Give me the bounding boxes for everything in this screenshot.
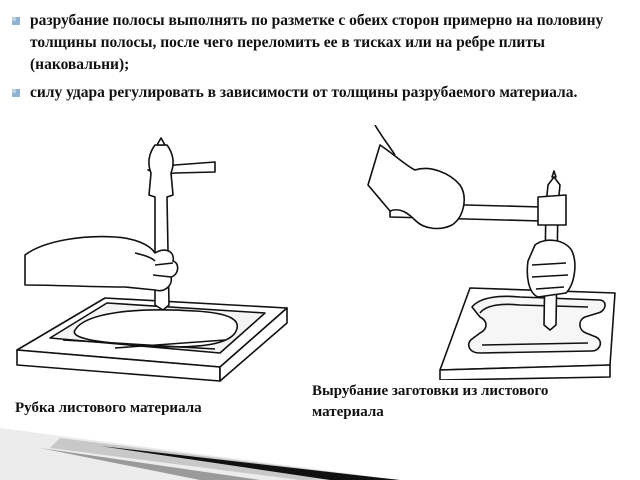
bullet-marker-icon <box>12 17 20 25</box>
bullet-list <box>10 10 610 110</box>
bullet-item <box>10 10 610 76</box>
bullet-text: разрубание полосы выполнять по разметке с обеих сторон примерно на половину толщины полосы, после чего переломить ее в тисках или на ребре плиты (наковальни); <box>30 12 604 73</box>
caption-right: Вырубание заготовки из листового материала <box>312 383 549 420</box>
caption-left: Рубка листового материала <box>15 400 202 416</box>
bullet-text: силу удара регулировать в зависимости от толщины разрубаемого материала. <box>30 84 578 101</box>
decorative-stripes <box>0 418 400 480</box>
bullet-item <box>10 82 610 104</box>
bullet-marker-icon <box>12 89 20 97</box>
chisel-on-plate-illustration <box>15 135 290 385</box>
hammer-and-chisel-illustration <box>360 125 630 380</box>
